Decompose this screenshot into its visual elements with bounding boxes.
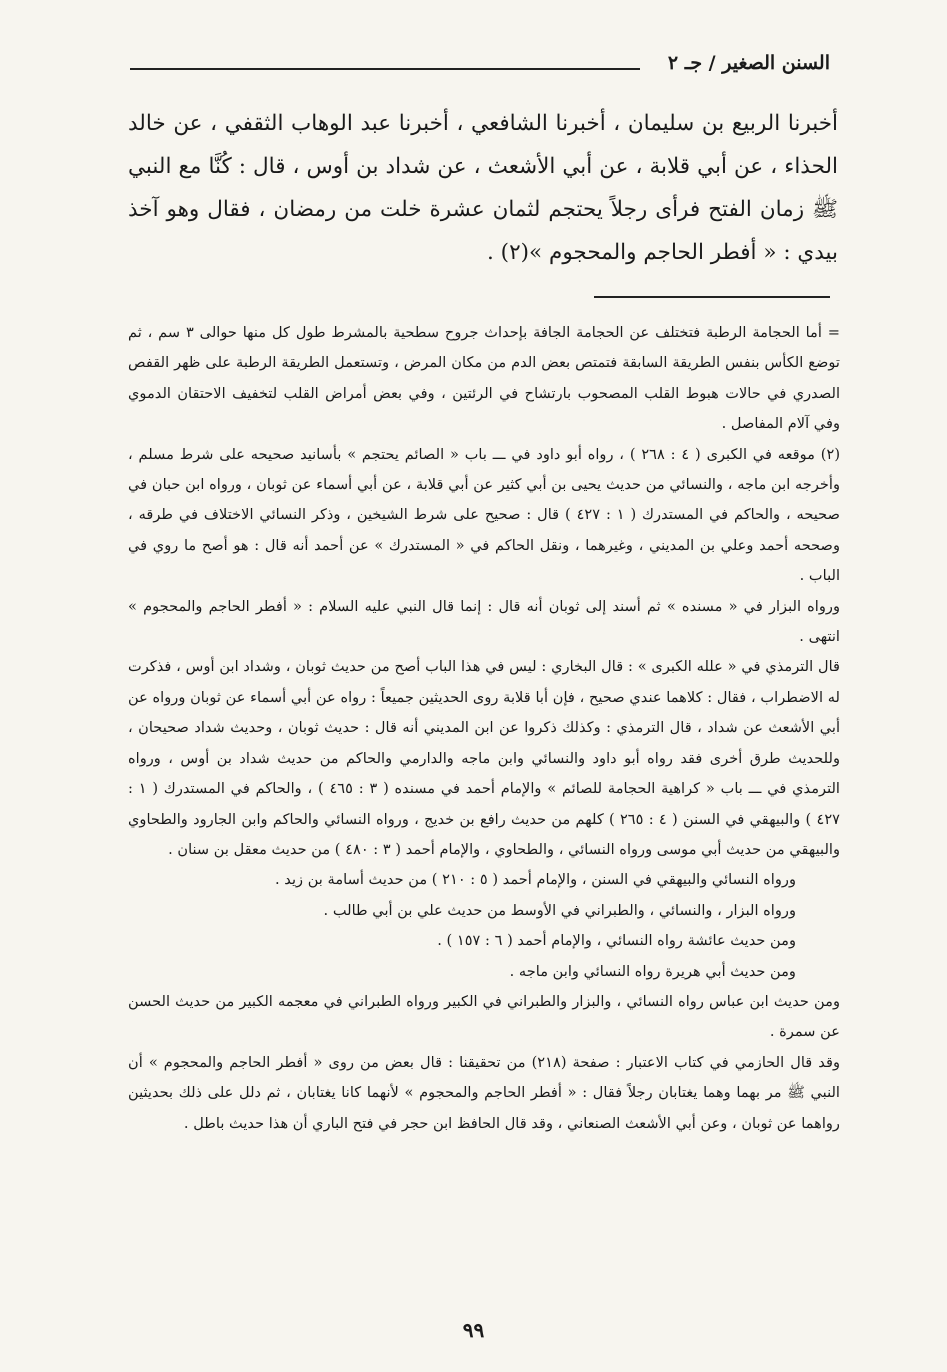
header-rule [130, 68, 640, 70]
footnote-paragraph: ورواه البزار في « مسنده » ثم أسند إلى ثوبان أنه قال : إنما قال النبي عليه السلام : « أفطر الحاجم والمحجوم » انتهى . [128, 597, 840, 646]
footnote-2: (٢) موقعه في الكبرى ( ٤ : ٢٦٨ ) ، رواه أبو داود في ـــ باب « الصائم يحتجم » بأسانيد صحيحه على شرط مسلم ، وأخرجه ابن ماجه ، والنسائي من حديث يحيى بن أبي كثير عن أبي قلابة ، عن أبي أسماء عن ثوبان ، ورواه ابن حبان في صحيحه ، والحاكم في المستدرك ( ١ : ٤٢٧ ) قال : صحيح على شرط الشيخين ، وذكر النسائي الاختلاف في طرقه ، وصححه أحمد وعلي بن المديني ، وغيرهما ، ونقل الحاكم في « المستدرك » عن أحمد أنه قال : هو أصح ما روي في الباب . [128, 445, 841, 585]
page-number: ٩٩ [462, 1318, 485, 1342]
main-paragraph: أخبرنا الربيع بن سليمان ، أخبرنا الشافعي ، أخبرنا عبد الوهاب الثقفي ، عن خالد الحذاء ، عن أبي قلابة ، عن أبي الأشعث ، عن شداد بن أوس ، قال : كُنَّا مع النبي ﷺ زمان الفتح فرأى رجلاً يحتجم لثمان عشرة خلت من رمضان ، فقال وهو آخذ بيدي : « أفطر الحاجم والمحجوم »(٢) . [128, 111, 838, 265]
footnote-paragraph: ومن حديث عائشة رواه النسائي ، والإمام أحمد ( ٦ : ١٥٧ ) . [437, 932, 796, 950]
page-header [130, 50, 830, 90]
running-title: السنن الصغير / جـ ٢ [667, 52, 830, 74]
footnote-paragraph: ومن حديث أبي هريرة رواه النسائي وابن ماجه . [509, 962, 796, 980]
footnote-paragraph: ومن حديث ابن عباس رواه النسائي ، والبزار والطبراني في الكبير ورواه الطبراني في معجمه الكبير من حديث الحسن عن سمرة . [128, 992, 840, 1041]
footnote-separator [594, 296, 830, 298]
main-text [128, 102, 838, 274]
footnote-paragraph: ورواه البزار ، والنسائي ، والطبراني في الأوسط من حديث علي بن أبي طالب . [323, 901, 796, 919]
footnote-paragraph: ورواه النسائي والبيهقي في السنن ، والإمام أحمد ( ٥ : ٢١٠ ) من حديث أسامة بن زيد . [275, 871, 796, 889]
footnote-continuation: = أما الحجامة الرطبة فتختلف عن الحجامة الجافة بإحداث جروح سطحية بالمشرط طول كل منها حوالى ٣ سم ، ثم توضع الكأس بنفس الطريقة السابقة فتمتص بعض الدم من مكان المرض ، وتستعمل الطريقة الرطبة على ظهر القفص الصدري في حالات هبوط القلب المصحوب بارتشاح في الرئتين ، وفي بعض أمراض القلب لتخفيف الاحتقان الدموي وفي آلام المفاصل . [128, 324, 840, 433]
footnote-paragraph: وقد قال الحازمي في كتاب الاعتبار : صفحة (٢١٨) من تحقيقنا : قال بعض من روى « أفطر الحاجم والمحجوم » أن النبي ﷺ مر بهما وهما يغتابان رجلاً فقال : « أفطر الحاجم والمحجوم » لأنهما كانا يغتابان ، ثم دلل على ذلك بحديثين رواهما عن ثوبان ، وعن أبي الأشعث الصنعاني ، وقد قال الحافظ ابن حجر في فتح الباري أن هذا حديث باطل . [128, 1053, 840, 1132]
footnote-paragraph: قال الترمذي في « علله الكبرى » : قال البخاري : ليس في هذا الباب أصح من حديث ثوبان ، وشداد ابن أوس ، فذكرت له الاضطراب ، فقال : كلاهما عندي صحيح ، فإن أبا قلابة روى الحديثين جميعاً : رواه عن أبي أسماء عن ثوبان ورواه عن أبي الأشعث عن شداد ، قال الترمذي : وكذلك ذكروا عن ابن المديني أنه قال : حديث ثوبان ، وحديث شداد صحيحان ، وللحديث طرق أخرى فقد رواه أبو داود والنسائي وابن ماجه والدارمي والحاكم من حديث شداد بن أوس ، ورواه الترمذي في ـــ باب « كراهية الحجامة للصائم » والإمام أحمد في مسنده ( ٣ : ٤٦٥ ) ، والحاكم في المستدرك ( ١ : ٤٢٧ ) والبيهقي في السنن ( ٤ : ٢٦٥ ) كلهم من حديث رافع بن خديج ، ورواه النسائي والحاكم وابن الجارود والطحاوي والبيهقي من حديث أبي موسى ورواه النسائي ، والطحاوي ، والإمام أحمد ( ٣ : ٤٨٠ ) من حديث معقل بن سنان . [128, 658, 840, 858]
footnotes [128, 318, 840, 1139]
